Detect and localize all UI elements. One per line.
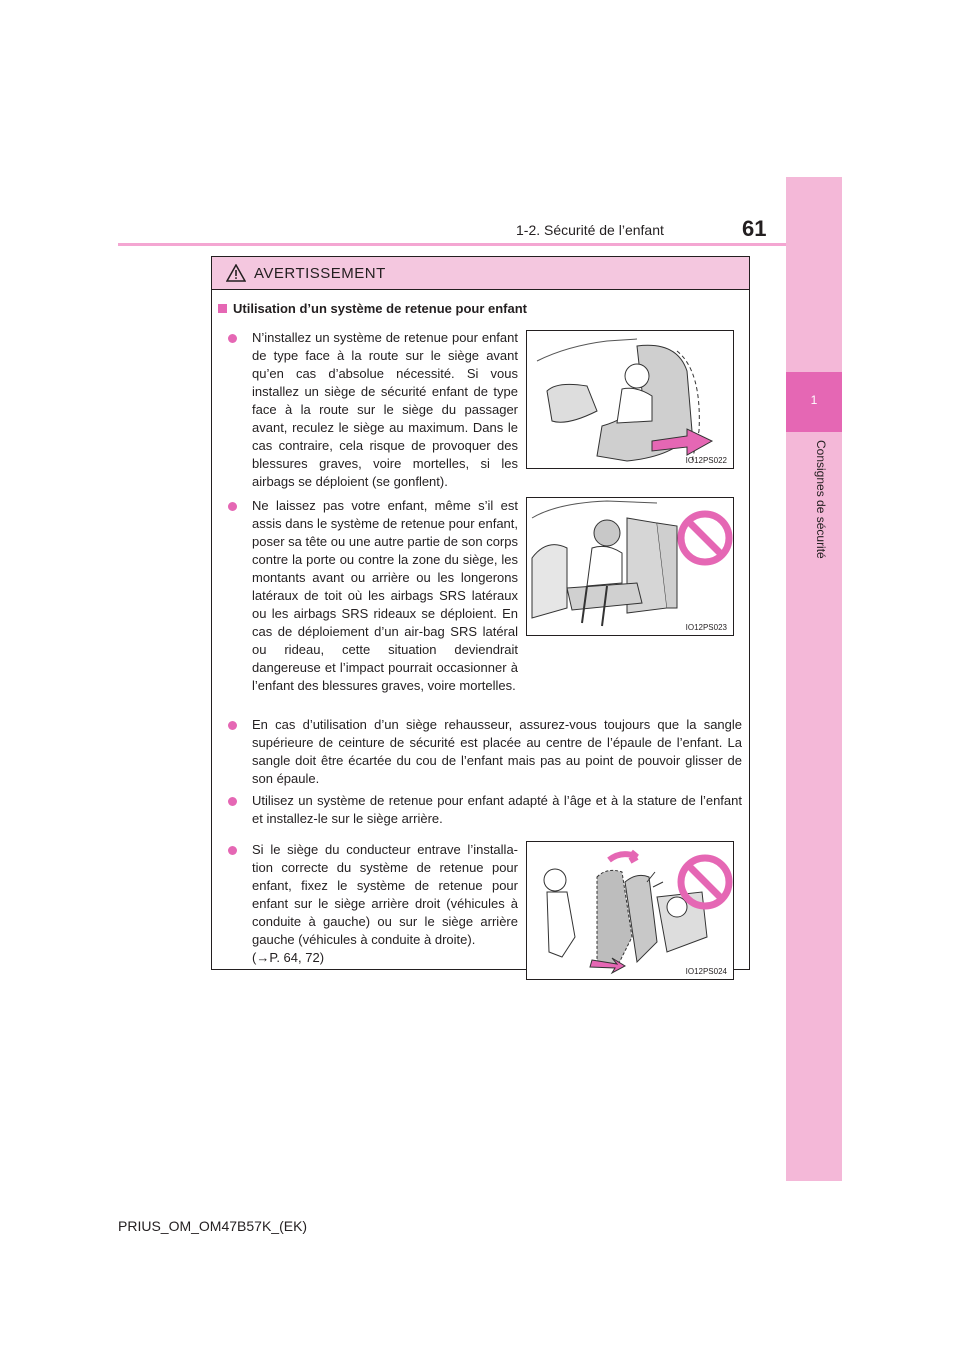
subheading-text: Utilisation d’un système de retenue pour enfant	[233, 301, 527, 316]
bullet-dot-icon	[228, 334, 237, 343]
illustration-code: IO12PS023	[685, 623, 727, 632]
warning-title: AVERTISSEMENT	[254, 264, 386, 282]
driver-seat-illustration	[527, 842, 733, 979]
list-item-text: Ne laissez pas votre enfant, même s’il est assis dans le système de retenue pour enfant, poser sa tête ou une autre partie de son corps contre la porte ou contre la zone du siège, les montants avant ou arrière ou les longerons latéraux de toit où les airbags SRS latéraux ou les airbags SRS rideaux se déploient. En cas de déploiement d’un air-bag SRS latéral ou rideau, cette situation deviendrait dangereuse et l’impact pourrait occasionner à l’enfant des blessures graves, voire mortelles.	[252, 498, 518, 693]
bullet-dot-icon	[228, 797, 237, 806]
chapter-number: 1	[810, 393, 818, 407]
list-item	[228, 841, 518, 967]
list-item-text: En cas d’utilisation d’un siège rehausseur, assurez-vous toujours que la sangle supérieure de ceinture de sécurité est placée au centre de l’épaule de l’enfant. La sangle doit être écartée du cou de l’enfant mais pas au point de pouvoir glisser de son épaule.	[252, 717, 742, 786]
illustration-code: IO12PS024	[685, 967, 727, 976]
warning-icon	[226, 264, 246, 282]
subheading	[218, 301, 527, 316]
chapter-title: Consignes de sécurité	[814, 440, 828, 559]
list-item	[228, 497, 518, 695]
page-reference[interactable]: (→P. 64, 72)	[252, 950, 325, 965]
header-rule	[118, 243, 786, 246]
illustration-child-near-door	[526, 497, 734, 636]
illustration-driver-seat	[526, 841, 734, 980]
bullet-dot-icon	[228, 502, 237, 511]
child-near-door-illustration	[527, 498, 733, 635]
page-number: 61	[742, 216, 767, 241]
illustration-code: IO12PS022	[685, 456, 727, 465]
section-title: 1-2. Sécurité de l’enfant	[516, 222, 664, 238]
document-id: PRIUS_OM_OM47B57K_(EK)	[118, 1218, 308, 1234]
illustration-front-seat-child-seat	[526, 330, 734, 469]
list-item-text: N’installez un système de retenue pour enfant de type face à la route sur le siège avant qu’en cas d’absolue nécessité. Si vous installez un siège de sécurité enfant de type face à la route sur le siège du passager avant, reculez le siège au maximum. Dans le cas contraire, cela risque de provoquer des blessures graves, voire mortelles, si les airbags se déploient (se gonflent).	[252, 330, 518, 489]
list-item-text: Utilisez un système de retenue pour enfant adapté à l’âge et à la stature de l’enfant et installez-le sur le siège arrière.	[252, 793, 742, 826]
bullet-dot-icon	[228, 721, 237, 730]
warning-header	[212, 257, 749, 290]
list-item-text: Si le siège du conducteur entrave l’installa-tion correcte du système de retenue pour enfant, fixez le système de retenue pour enfant sur le siège arrière droit (véhicules à conduite à gauche) ou sur le siège arrière gauche (véhicules à conduite à droite).	[252, 842, 518, 947]
child-seat-front-illustration	[527, 331, 733, 468]
square-bullet-icon	[218, 304, 227, 313]
warning-box	[211, 256, 750, 976]
list-item	[228, 329, 518, 491]
bullet-dot-icon	[228, 846, 237, 855]
list-item	[228, 716, 742, 788]
side-strip	[786, 177, 842, 1181]
list-item	[228, 792, 742, 828]
